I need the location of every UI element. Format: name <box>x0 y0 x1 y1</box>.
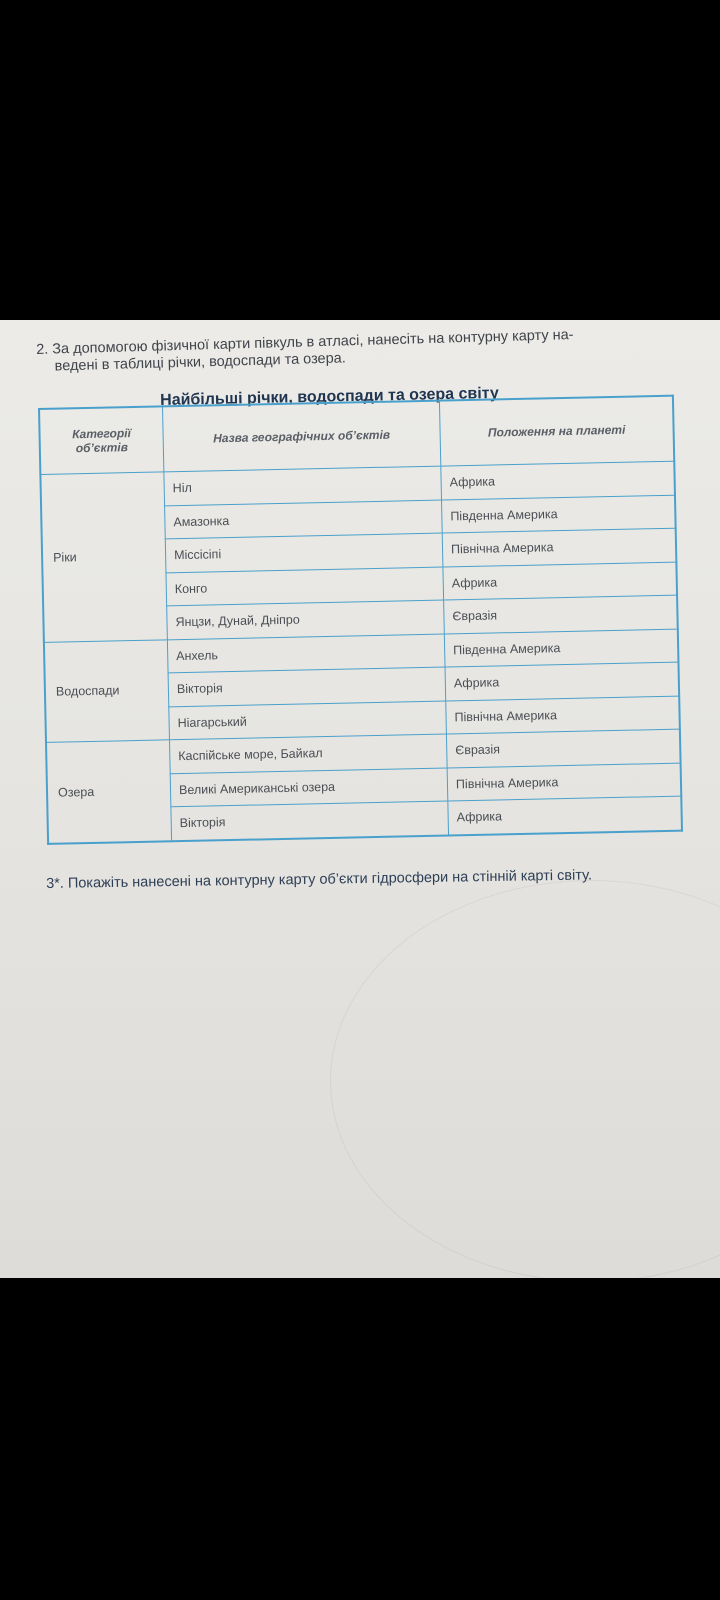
table-body <box>40 461 682 843</box>
task-2-line-2: ведені в таблиці річки, водоспади та озера. <box>54 350 347 375</box>
location-cell: Африка <box>448 796 682 835</box>
object-name-cell: Ніл <box>164 466 442 505</box>
header-name: Назва географічних об’єктів <box>162 401 440 472</box>
hydrosphere-table <box>38 395 683 845</box>
location-cell: Євразія <box>444 595 678 633</box>
object-name-cell: Конго <box>166 567 444 606</box>
header-category: Категорії об’єктів <box>39 406 164 474</box>
location-cell: Північна Америка <box>447 763 681 801</box>
location-cell: Північна Америка <box>446 696 680 734</box>
location-cell: Африка <box>441 461 675 499</box>
object-name-cell: Міссісіпі <box>165 533 443 572</box>
location-cell: Південна Америка <box>444 629 678 667</box>
object-name-cell: Ніагарський <box>169 701 447 740</box>
location-cell: Африка <box>445 662 679 700</box>
object-name-cell: Вікторія <box>168 667 446 706</box>
table-title: Найбільші річки, водоспади та озера світу <box>160 384 499 409</box>
location-cell: Південна Америка <box>442 495 676 533</box>
category-cell: Озера <box>46 740 172 844</box>
location-cell: Євразія <box>446 729 680 767</box>
location-cell: Африка <box>443 562 677 600</box>
task-2-number: 2. <box>36 341 49 358</box>
object-name-cell: Амазонка <box>165 500 443 539</box>
table-container <box>38 395 683 845</box>
category-cell: Водоспади <box>44 639 170 742</box>
location-cell: Північна Америка <box>442 528 676 566</box>
category-cell: Ріки <box>40 472 167 642</box>
object-name-cell: Анхель <box>167 634 445 673</box>
task-3-text: 3*. Покажіть нанесені на контурну карту об’єкти гідросфери на стінній карті світу. <box>46 867 593 892</box>
object-name-cell: Каспійське море, Байкал <box>169 734 447 773</box>
object-name-cell: Великі Американські озера <box>170 768 448 807</box>
object-name-cell: Янцзи, Дунай, Дніпро <box>167 600 445 639</box>
header-location: Положення на планеті <box>439 396 674 466</box>
task-2-line-1: За допомогою фізичної карти півкуль в атласі, нанесіть на контурну карту на- <box>52 326 574 358</box>
object-name-cell: Вікторія <box>171 801 449 841</box>
